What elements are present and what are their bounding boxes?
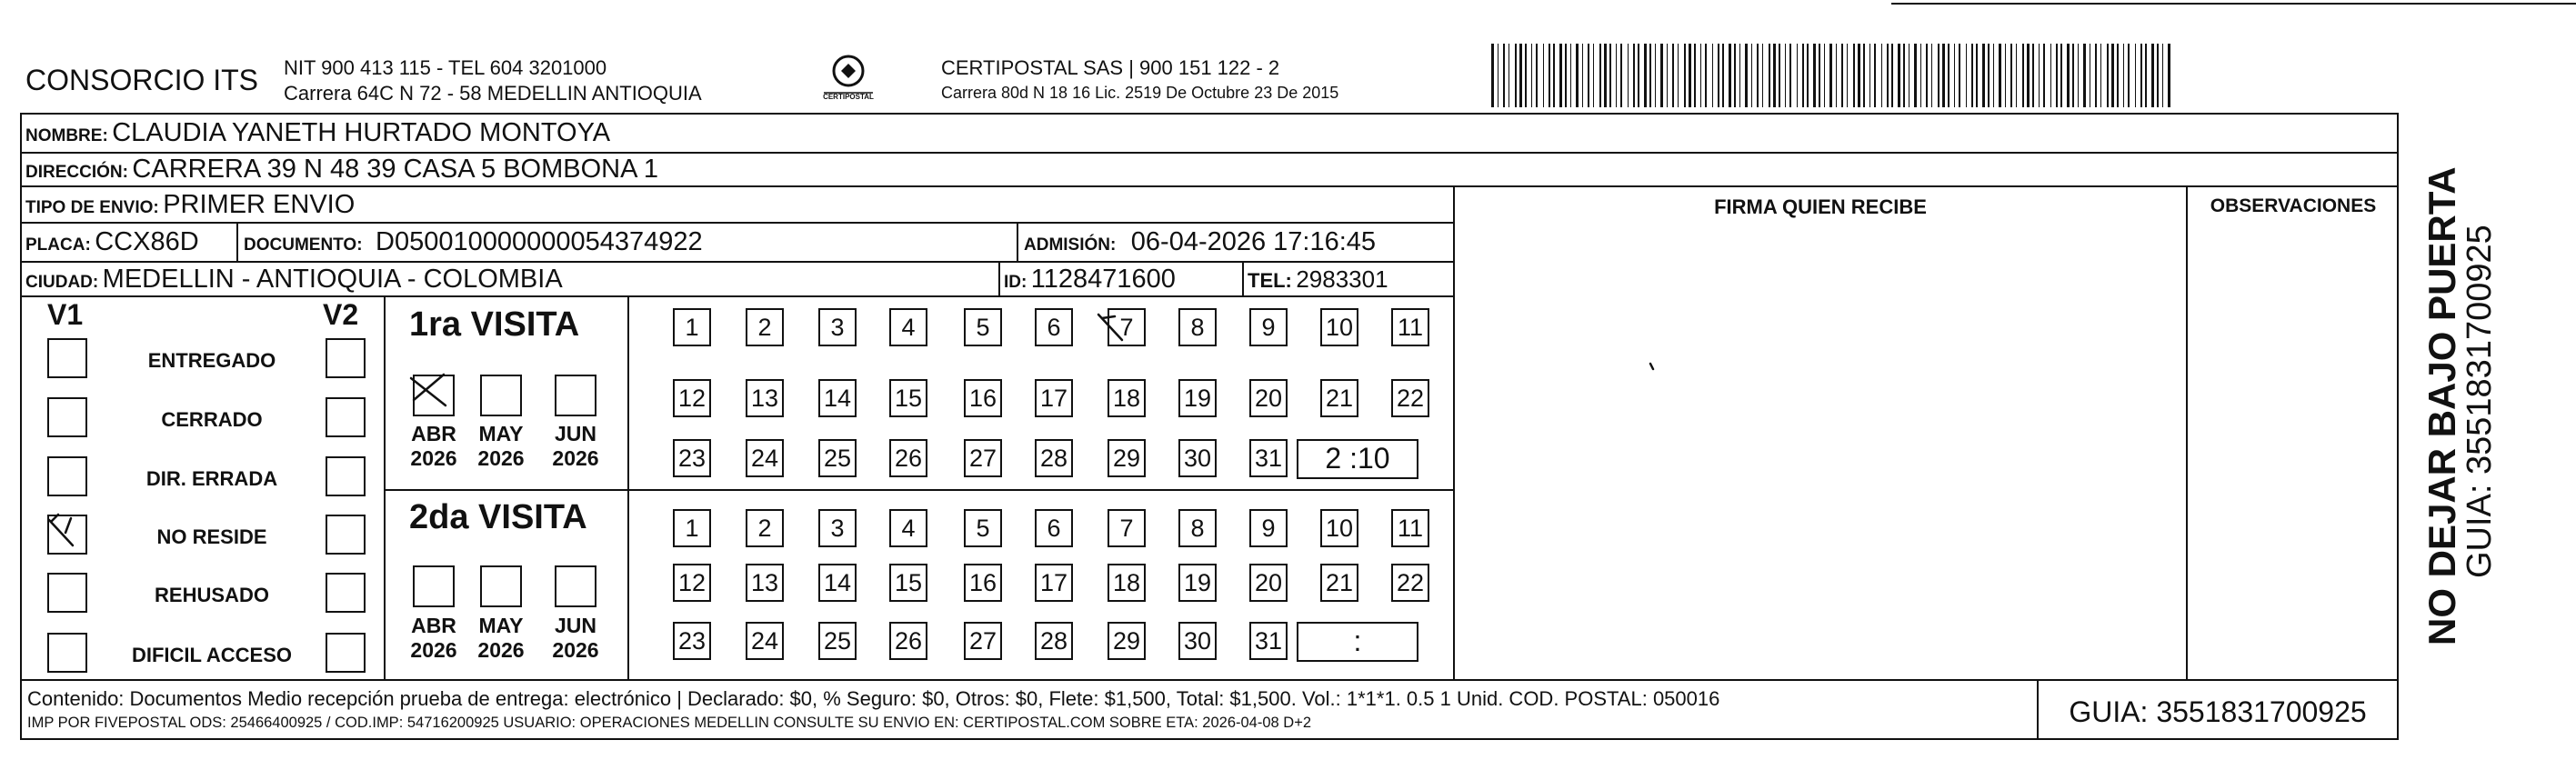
first-visit-day-box[interactable]: 22 <box>1391 379 1429 417</box>
status-label: ENTREGADO <box>147 349 276 372</box>
first-visit-day-box[interactable]: 29 <box>1108 439 1146 477</box>
first-visit-day-box[interactable]: 12 <box>673 379 711 417</box>
second-visit-day-box[interactable]: 16 <box>964 564 1002 602</box>
ciudad-value: MEDELLIN - ANTIOQUIA - COLOMBIA <box>102 265 563 294</box>
first-visit-day-box[interactable]: 19 <box>1178 379 1217 417</box>
month-name: JUN <box>554 614 596 637</box>
admision-label: ADMISIÓN: <box>1024 235 1117 255</box>
first-visit-day-box[interactable]: 11 <box>1391 308 1429 346</box>
first-visit-day-box[interactable]: 15 <box>889 379 927 417</box>
v1-header: V1 <box>47 298 84 331</box>
footer-contenido: Contenido: Documentos Medio recepción prueba de entrega: electrónico | Declarado: $0, % Seguro: $0, Otros: $0, Flete: $1,500, Total: $1,500. Vol.: 1*1*1. 0.5 1 Unid. COD. POSTAL: 050016 <box>27 687 1720 710</box>
first-visit-day-box[interactable]: 20 <box>1249 379 1288 417</box>
carrier-address: Carrera 80d N 18 16 Lic. 2519 De Octubre 23 De 2015 <box>941 84 1339 102</box>
logo-text: CERTIPOSTAL <box>823 93 874 101</box>
month-year: 2026 <box>552 638 599 662</box>
company-nit: NIT 900 413 115 - TEL 604 3201000 <box>284 56 607 79</box>
second-visit-day-box[interactable]: 17 <box>1035 564 1073 602</box>
second-visit-day-box[interactable]: 21 <box>1320 564 1358 602</box>
month-name: JUN <box>554 422 596 445</box>
first-visit-day-box[interactable]: 21 <box>1320 379 1358 417</box>
second-visit-day-box[interactable]: 13 <box>746 564 784 602</box>
admision-value: 06-04-2026 17:16:45 <box>1130 227 1377 256</box>
id-value: 1128471600 <box>1030 265 1176 294</box>
second-visit-day-box[interactable]: 26 <box>889 622 927 660</box>
first-visit-day-box[interactable]: 14 <box>818 379 857 417</box>
status-label: REHUSADO <box>155 584 269 606</box>
first-visit-day-box[interactable]: 31 <box>1249 439 1288 477</box>
second-visit-day-box[interactable]: 20 <box>1249 564 1288 602</box>
observaciones-header: OBSERVACIONES <box>2210 195 2377 216</box>
tipo-envio-value: PRIMER ENVIO <box>163 190 356 219</box>
tel-label: TEL: <box>1248 269 1292 292</box>
first-visit-day-box[interactable]: 30 <box>1178 439 1217 477</box>
month-year: 2026 <box>477 446 525 470</box>
first-visit-day-box[interactable]: 9 <box>1249 308 1288 346</box>
side-guia: GUIA: 3551831700925 <box>2461 225 2499 578</box>
tipo-envio-label: TIPO DE ENVIO: <box>25 198 159 217</box>
second-visit-day-box[interactable]: 8 <box>1178 509 1217 547</box>
month-year: 2026 <box>410 446 457 470</box>
first-visit-title: 1ra VISITA <box>409 305 580 344</box>
first-visit-day-box[interactable]: 8 <box>1178 308 1217 346</box>
tel-value: 2983301 <box>1296 265 1388 293</box>
first-visit-time-box[interactable]: 2 :10 <box>1297 439 1418 479</box>
first-visit-day-box[interactable]: 17 <box>1035 379 1073 417</box>
month-year: 2026 <box>410 638 457 662</box>
second-visit-day-box[interactable]: 25 <box>818 622 857 660</box>
first-visit-day-box[interactable]: 4 <box>889 308 927 346</box>
first-visit-day-box[interactable]: 24 <box>746 439 784 477</box>
status-label: NO RESIDE <box>156 525 267 548</box>
second-visit-day-box[interactable]: 11 <box>1391 509 1429 547</box>
second-visit-title: 2da VISITA <box>409 498 587 536</box>
second-visit-day-box[interactable]: 3 <box>818 509 857 547</box>
first-visit-day-box[interactable]: 25 <box>818 439 857 477</box>
direccion-label: DIRECCIÓN: <box>25 163 128 182</box>
first-visit-day-box[interactable]: 16 <box>964 379 1002 417</box>
first-visit-day-box[interactable]: 27 <box>964 439 1002 477</box>
month-name: ABR <box>411 614 456 637</box>
second-visit-day-box[interactable]: 1 <box>673 509 711 547</box>
nombre-label: NOMBRE: <box>25 126 108 145</box>
second-visit-day-box[interactable]: 19 <box>1178 564 1217 602</box>
side-warning: NO DEJAR BAJO PUERTA <box>2421 166 2463 645</box>
second-visit-day-box[interactable]: 27 <box>964 622 1002 660</box>
v2-header: V2 <box>323 298 359 331</box>
second-visit-day-box[interactable]: 29 <box>1108 622 1146 660</box>
first-visit-day-box[interactable]: 2 <box>746 308 784 346</box>
first-visit-day-box[interactable]: 23 <box>673 439 711 477</box>
placa-value: CCX86D <box>95 227 199 256</box>
firma-header: FIRMA QUIEN RECIBE <box>1714 195 1927 218</box>
month-year: 2026 <box>552 446 599 470</box>
second-visit-day-box[interactable]: 28 <box>1035 622 1073 660</box>
status-label: CERRADO <box>161 408 263 431</box>
status-label: DIFICIL ACCESO <box>131 644 292 666</box>
first-visit-day-box[interactable]: 28 <box>1035 439 1073 477</box>
carrier-name: CERTIPOSTAL SAS | 900 151 122 - 2 <box>941 56 1280 79</box>
second-visit-time-box[interactable]: : <box>1297 622 1418 662</box>
placa-label: PLACA: <box>25 235 91 255</box>
first-visit-day-box[interactable]: 6 <box>1035 308 1073 346</box>
direccion-value: CARRERA 39 N 48 39 CASA 5 BOMBONA 1 <box>132 155 659 184</box>
second-visit-day-box[interactable]: 6 <box>1035 509 1073 547</box>
first-visit-day-box[interactable]: 7 <box>1108 308 1146 346</box>
first-visit-day-box[interactable]: 10 <box>1320 308 1358 346</box>
company-name: CONSORCIO ITS <box>25 64 259 96</box>
second-visit-day-box[interactable]: 15 <box>889 564 927 602</box>
nombre-value: CLAUDIA YANETH HURTADO MONTOYA <box>112 118 611 147</box>
second-visit-day-box[interactable]: 2 <box>746 509 784 547</box>
documento-label: DOCUMENTO: <box>244 235 363 255</box>
footer-guia: GUIA: 3551831700925 <box>2069 695 2367 728</box>
first-visit-day-box[interactable]: 26 <box>889 439 927 477</box>
ciudad-label: CIUDAD: <box>25 273 99 292</box>
first-visit-day-box[interactable]: 1 <box>673 308 711 346</box>
second-visit-day-box[interactable]: 14 <box>818 564 857 602</box>
second-visit-day-box[interactable]: 23 <box>673 622 711 660</box>
first-visit-day-box[interactable]: 13 <box>746 379 784 417</box>
month-name: MAY <box>478 614 524 637</box>
second-visit-day-box[interactable]: 24 <box>746 622 784 660</box>
company-address: Carrera 64C N 72 - 58 MEDELLIN ANTIOQUIA <box>284 82 702 105</box>
id-label: ID: <box>1004 273 1027 292</box>
month-year: 2026 <box>477 638 525 662</box>
first-visit-day-box[interactable]: 3 <box>818 308 857 346</box>
second-visit-day-box[interactable]: 30 <box>1178 622 1217 660</box>
footer-imp-line: IMP POR FIVEPOSTAL ODS: 25466400925 / COD.IMP: 54716200925 USUARIO: OPERACIONES MEDELLIN CONSULTE SU ENVIO EN: CERTIPOSTAL.COM SOBRE ETA: 2026-04-08 D+2 <box>27 715 1312 731</box>
month-name: MAY <box>478 422 524 445</box>
second-visit-day-box[interactable]: 10 <box>1320 509 1358 547</box>
first-visit-day-box[interactable]: 18 <box>1108 379 1146 417</box>
second-visit-day-box[interactable]: 7 <box>1108 509 1146 547</box>
second-visit-day-box[interactable]: 9 <box>1249 509 1288 547</box>
second-visit-day-box[interactable]: 18 <box>1108 564 1146 602</box>
second-visit-day-box[interactable]: 22 <box>1391 564 1429 602</box>
second-visit-day-box[interactable]: 12 <box>673 564 711 602</box>
documento-value: D050010000000054374922 <box>376 227 703 256</box>
second-visit-day-box[interactable]: 5 <box>964 509 1002 547</box>
first-visit-day-box[interactable]: 5 <box>964 308 1002 346</box>
second-visit-day-box[interactable]: 31 <box>1249 622 1288 660</box>
status-label: DIR. ERRADA <box>145 467 278 490</box>
second-visit-day-box[interactable]: 4 <box>889 509 927 547</box>
month-name: ABR <box>411 422 456 445</box>
